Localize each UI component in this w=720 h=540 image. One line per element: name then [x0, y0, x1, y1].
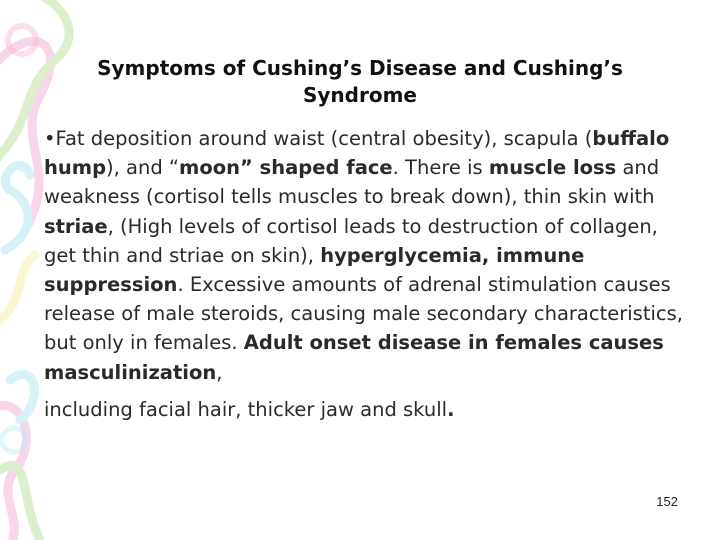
- emphasis-striae: striae: [44, 214, 108, 238]
- bullet-glyph: •: [44, 127, 56, 150]
- body-last-line: [44, 395, 694, 424]
- slide-body: [44, 124, 694, 424]
- final-period: .: [447, 397, 455, 421]
- body-text-segment: including facial hair, thicker jaw and skull: [44, 397, 448, 421]
- emphasis-buffalo-hump: buffalo hump: [44, 127, 670, 180]
- swirl-cyan: [5, 165, 30, 250]
- emphasis-adult-onset: Adult onset disease in females causes masculinization: [44, 331, 664, 384]
- body-text-segment: , (High levels of cortisol leads to destruction of collagen, get thin and striae on skin),: [44, 214, 658, 267]
- emphasis-moon-face: moon” shaped face: [179, 156, 393, 180]
- body-text-segment: and weakness (cortisol tells muscles to break down), thin skin with: [44, 156, 660, 209]
- body-text-segment: . There is: [392, 156, 489, 180]
- slide-title-line-2: Syndrome: [302, 83, 417, 107]
- body-text-segment: ), and “: [106, 156, 180, 180]
- body-text-segment: . Excessive amounts of adrenal stimulation causes release of male steroids, causing male secondary characteristics, but only in females.: [44, 273, 683, 355]
- body-text-segment: ,: [216, 360, 223, 384]
- swirl-yellow: [0, 255, 35, 320]
- body-text-segment: Fat deposition around waist (central obesity), scapula (: [55, 127, 593, 150]
- emphasis-hyperglycemia: hyperglycemia, immune suppression: [44, 243, 585, 297]
- slide-title-line-1: Symptoms of Cushing’s Disease and Cushing’s: [97, 56, 623, 80]
- emphasis-muscle-loss: muscle loss: [488, 156, 617, 180]
- slide-title: [40, 55, 680, 109]
- page-number: 152: [656, 494, 678, 509]
